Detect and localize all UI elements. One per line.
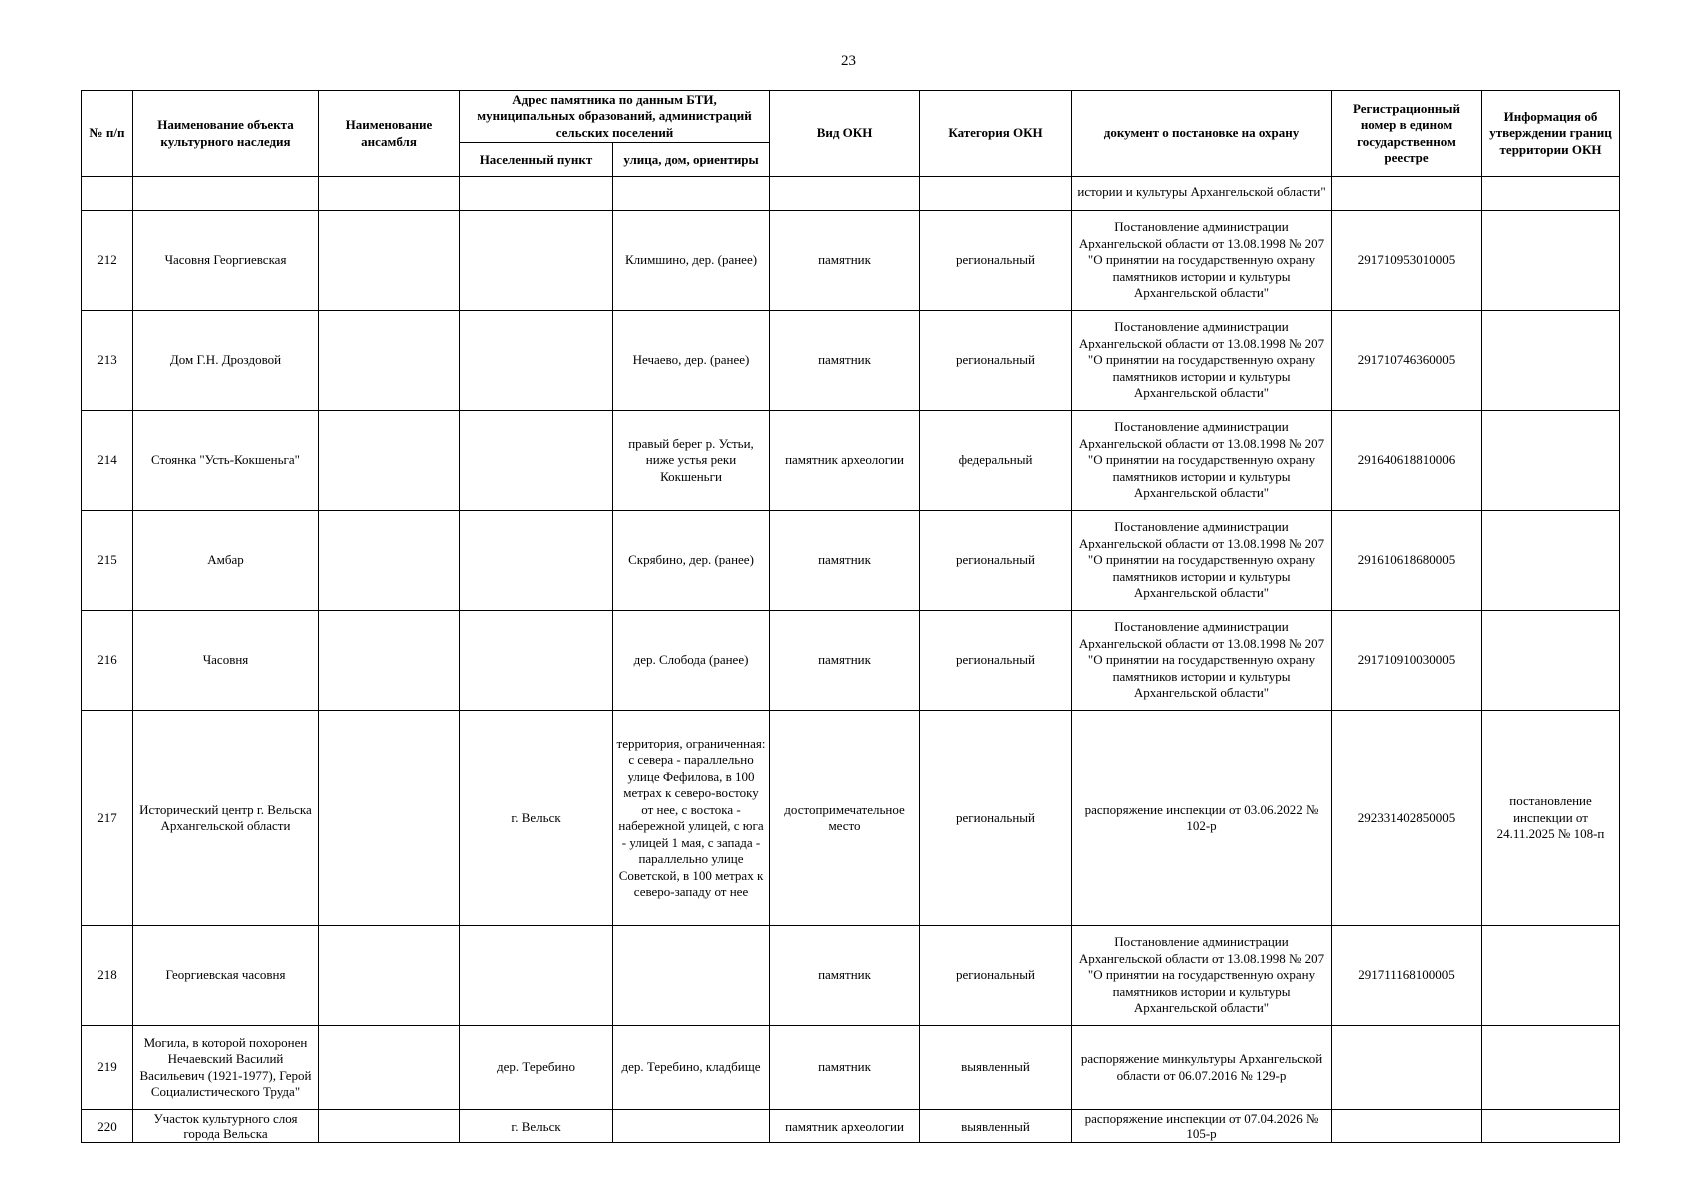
cell-street	[613, 1110, 770, 1143]
header-ensemble: Наименование ансамбля	[319, 91, 460, 177]
cell-street: территория, ограниченная: с севера - параллельно улице Фефилова, в 100 метрах к северо-востоку от нее, с востока - набережной улицей, с юга - улицей 1 мая, с запада - параллельно улице Советской, в 100 метрах к северо-западу от нее	[613, 711, 770, 926]
heritage-register-table	[81, 90, 1620, 1143]
header-reg-number: Регистрационный номер в едином государственном реестре	[1332, 91, 1482, 177]
cell-ensemble	[319, 611, 460, 711]
cell-document: Постановление администрации Архангельской области от 13.08.1998 № 207 "О принятии на государственную охрану памятников истории и культуры Архангельской области"	[1072, 411, 1332, 511]
table-row	[82, 611, 1620, 711]
continuation-document: истории и культуры Архангельской области"	[1072, 177, 1332, 211]
cell-num: 220	[82, 1110, 133, 1143]
cell-reg-number: 291710910030005	[1332, 611, 1482, 711]
cell-borders	[1482, 311, 1620, 411]
table-row	[82, 711, 1620, 926]
cell-kind: памятник	[770, 311, 920, 411]
cell-num: 219	[82, 1026, 133, 1110]
cell-borders: постановление инспекции от 24.11.2025 № 108-п	[1482, 711, 1620, 926]
cell-ensemble	[319, 311, 460, 411]
cell-category: региональный	[920, 511, 1072, 611]
cell-settlement	[460, 311, 613, 411]
cell-document: Постановление администрации Архангельской области от 13.08.1998 № 207 "О принятии на государственную охрану памятников истории и культуры Архангельской области"	[1072, 611, 1332, 711]
cell-settlement	[460, 511, 613, 611]
header-document: документ о постановке на охрану	[1072, 91, 1332, 177]
cell-street: Скрябино, дер. (ранее)	[613, 511, 770, 611]
cell-street	[613, 926, 770, 1026]
cell-name: Участок культурного слоя города Вельска	[133, 1110, 319, 1143]
cell-document: распоряжение инспекции от 07.04.2026 № 105-р	[1072, 1110, 1332, 1143]
cell-category: выявленный	[920, 1110, 1072, 1143]
cell-kind: памятник	[770, 211, 920, 311]
cell-document: распоряжение минкультуры Архангельской области от 06.07.2016 № 129-р	[1072, 1026, 1332, 1110]
cell-settlement	[460, 611, 613, 711]
header-street: улица, дом, ориентиры	[613, 143, 770, 177]
cell-category: региональный	[920, 926, 1072, 1026]
cell-name: Дом Г.Н. Дроздовой	[133, 311, 319, 411]
cell-street: Климшино, дер. (ранее)	[613, 211, 770, 311]
cell-settlement	[460, 926, 613, 1026]
cell-street: правый берег р. Устьи, ниже устья реки Кокшеньги	[613, 411, 770, 511]
header-category: Категория ОКН	[920, 91, 1072, 177]
cell-ensemble	[319, 1110, 460, 1143]
cell-num: 216	[82, 611, 133, 711]
cell-street: дер. Теребино, кладбище	[613, 1026, 770, 1110]
cell-settlement: г. Вельск	[460, 1110, 613, 1143]
cell-num: 214	[82, 411, 133, 511]
table-row	[82, 1110, 1620, 1143]
cell-borders	[1482, 1026, 1620, 1110]
cell-kind: памятник археологии	[770, 411, 920, 511]
cell-category: выявленный	[920, 1026, 1072, 1110]
cell-category: федеральный	[920, 411, 1072, 511]
cell-street: дер. Слобода (ранее)	[613, 611, 770, 711]
cell-reg-number: 291640618810006	[1332, 411, 1482, 511]
cell-borders	[1482, 926, 1620, 1026]
cell-category: региональный	[920, 711, 1072, 926]
cell-street: Нечаево, дер. (ранее)	[613, 311, 770, 411]
cell-ensemble	[319, 926, 460, 1026]
header-borders: Информация об утверждении границ территории ОКН	[1482, 91, 1620, 177]
cell-ensemble	[319, 711, 460, 926]
cell-name: Часовня Георгиевская	[133, 211, 319, 311]
cell-settlement: дер. Теребино	[460, 1026, 613, 1110]
page-number: 23	[841, 53, 856, 69]
cell-num: 217	[82, 711, 133, 926]
table-row	[82, 411, 1620, 511]
cell-borders	[1482, 211, 1620, 311]
cell-document: Постановление администрации Архангельской области от 13.08.1998 № 207 "О принятии на государственную охрану памятников истории и культуры Архангельской области"	[1072, 211, 1332, 311]
header-settlement: Населенный пункт	[460, 143, 613, 177]
cell-reg-number: 292331402850005	[1332, 711, 1482, 926]
cell-settlement	[460, 411, 613, 511]
cell-ensemble	[319, 211, 460, 311]
header-kind: Вид ОКН	[770, 91, 920, 177]
cell-kind: памятник	[770, 511, 920, 611]
table-row	[82, 926, 1620, 1026]
cell-category: региональный	[920, 211, 1072, 311]
cell-borders	[1482, 411, 1620, 511]
cell-reg-number	[1332, 1026, 1482, 1110]
cell-category: региональный	[920, 311, 1072, 411]
cell-ensemble	[319, 1026, 460, 1110]
table-row	[82, 1026, 1620, 1110]
cell-borders	[1482, 1110, 1620, 1143]
table-row	[82, 511, 1620, 611]
cell-reg-number: 291710746360005	[1332, 311, 1482, 411]
table-row-continuation	[82, 177, 1620, 211]
cell-name: Могила, в которой похоронен Нечаевский Василий Васильевич (1921-1977), Герой Социалистического Труда"	[133, 1026, 319, 1110]
header-name: Наименование объекта культурного наследия	[133, 91, 319, 177]
cell-ensemble	[319, 511, 460, 611]
cell-name: Амбар	[133, 511, 319, 611]
cell-borders	[1482, 511, 1620, 611]
cell-reg-number	[1332, 1110, 1482, 1143]
cell-kind: памятник	[770, 1026, 920, 1110]
header-num: № п/п	[82, 91, 133, 177]
cell-kind: памятник	[770, 926, 920, 1026]
cell-reg-number: 291711168100005	[1332, 926, 1482, 1026]
cell-num: 215	[82, 511, 133, 611]
cell-settlement: г. Вельск	[460, 711, 613, 926]
cell-borders	[1482, 611, 1620, 711]
cell-name: Георгиевская часовня	[133, 926, 319, 1026]
cell-kind: достопримечательное место	[770, 711, 920, 926]
cell-document: Постановление администрации Архангельской области от 13.08.1998 № 207 "О принятии на государственную охрану памятников истории и культуры Архангельской области"	[1072, 511, 1332, 611]
cell-document: распоряжение инспекции от 03.06.2022 № 102-р	[1072, 711, 1332, 926]
cell-reg-number: 291610618680005	[1332, 511, 1482, 611]
cell-name: Стоянка "Усть-Кокшеньга"	[133, 411, 319, 511]
cell-num: 212	[82, 211, 133, 311]
cell-num: 213	[82, 311, 133, 411]
cell-name: Часовня	[133, 611, 319, 711]
cell-num: 218	[82, 926, 133, 1026]
table-row	[82, 311, 1620, 411]
cell-category: региональный	[920, 611, 1072, 711]
cell-reg-number: 291710953010005	[1332, 211, 1482, 311]
header-address-group: Адрес памятника по данным БТИ, муниципальных образований, администраций сельских поселений	[460, 91, 770, 143]
cell-kind: памятник археологии	[770, 1110, 920, 1143]
cell-kind: памятник	[770, 611, 920, 711]
table-row	[82, 211, 1620, 311]
cell-ensemble	[319, 411, 460, 511]
cell-settlement	[460, 211, 613, 311]
cell-document: Постановление администрации Архангельской области от 13.08.1998 № 207 "О принятии на государственную охрану памятников истории и культуры Архангельской области"	[1072, 926, 1332, 1026]
cell-document: Постановление администрации Архангельской области от 13.08.1998 № 207 "О принятии на государственную охрану памятников истории и культуры Архангельской области"	[1072, 311, 1332, 411]
cell-name: Исторический центр г. Вельска Архангельской области	[133, 711, 319, 926]
